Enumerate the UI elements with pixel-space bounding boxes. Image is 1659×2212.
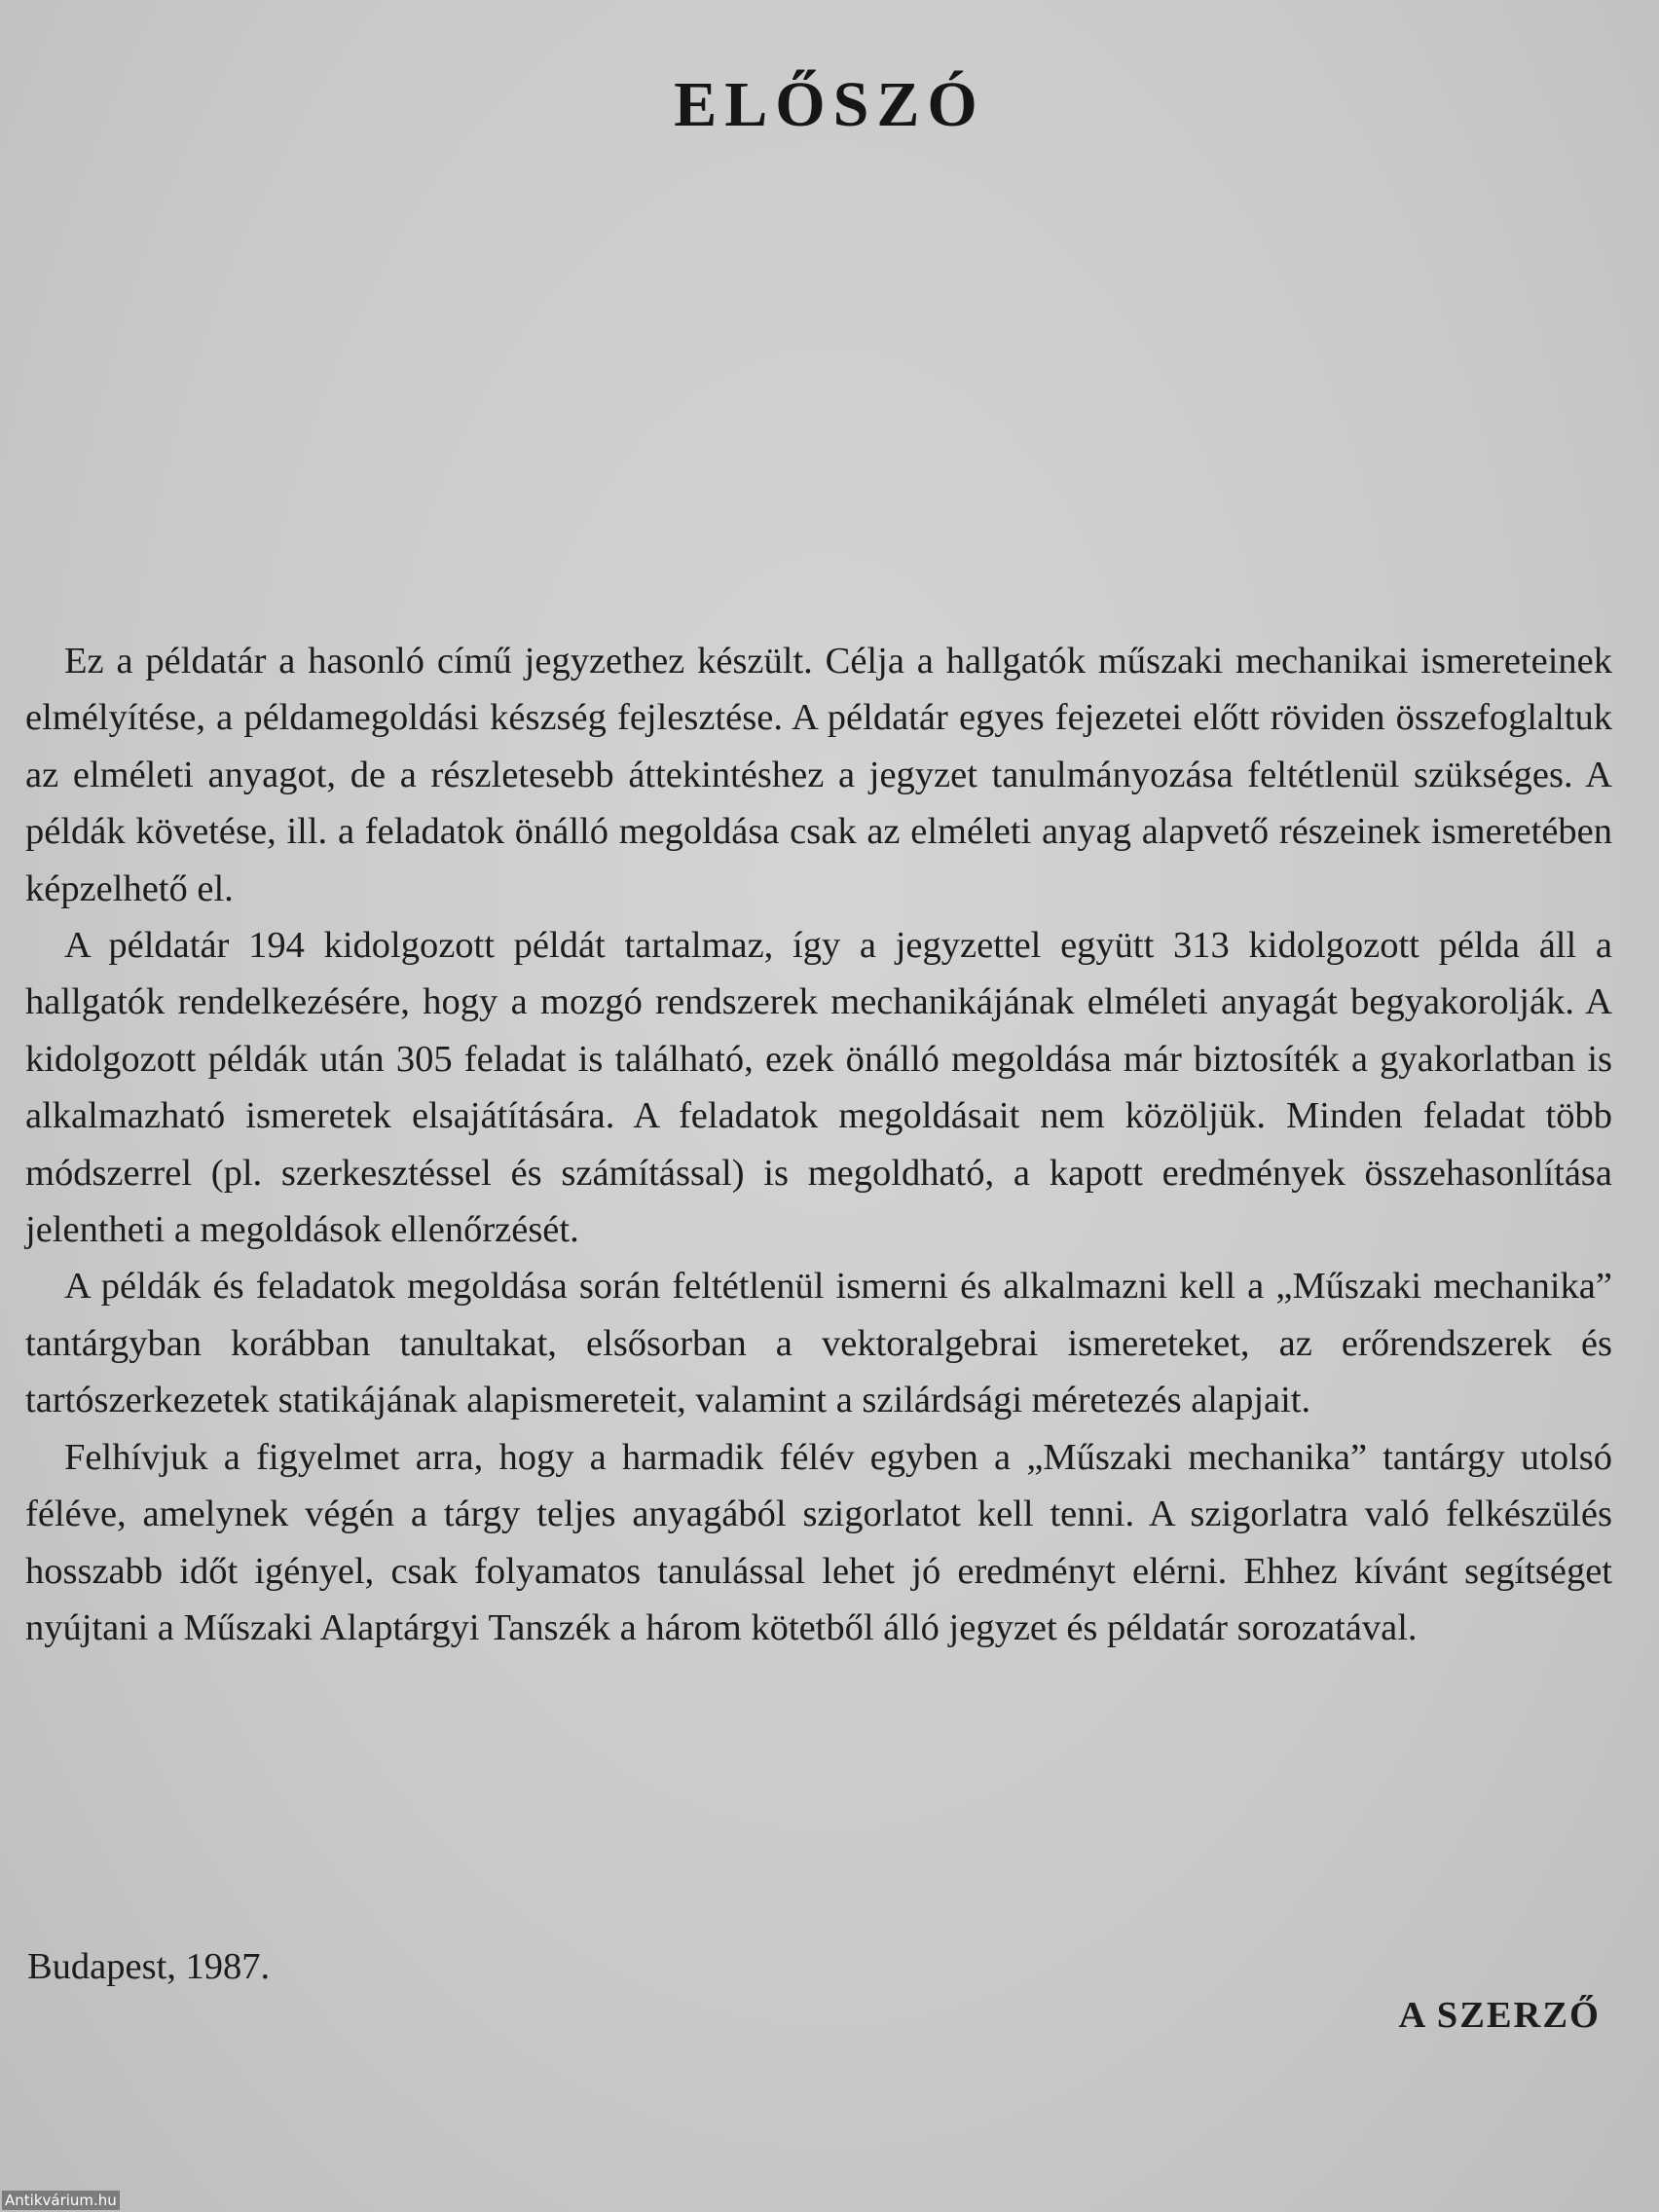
paragraph-2: A példatár 194 kidolgozott példát tartalmaz, így a jegyzettel együtt 313 kidolgozott példa áll a hallgatók rendelkezésére, hogy a mozgó rendszerek mechanikájának elméleti anyagát begyakorolják. A kidolgozott példák után 305 feladat is található, ezek önálló megoldása már biztosíték a gyakorlatban is alkalmazható ismeretek elsajátítására. A feladatok megoldásait nem közöljük. Minden feladat több módszerrel (pl. szerkesztéssel és számítással) is megoldható, a kapott eredmények összehasonlítása jelentheti a megoldások ellenőrzését. [25, 925, 1612, 1251]
watermark: Antikvárium.hu [2, 2191, 120, 2210]
page-title: ELŐSZÓ [674, 69, 985, 140]
preface-body [25, 633, 1612, 1656]
paragraph-3: A példák és feladatok megoldása során feltétlenül ismerni és alkalmazni kell a „Műszaki mechanika” tantárgyban korábban tanultakat, elsősorban a vektoralgebrai ismereteket, az erőrendszerek és tartószerkezetek statikájának alapismereteit, valamint a szilárdsági méretezés alapjait. [25, 1266, 1612, 1421]
author-signature: A SZERZŐ [1398, 1995, 1601, 2036]
paragraph-4: Felhívjuk a figyelmet arra, hogy a harmadik félév egyben a „Műszaki mechanika” tantárgy utolsó féléve, amelynek végén a tárgy teljes anyagából szigorlatot kell tenni. A szigorlatra való felkészülés hosszabb időt igényel, csak folyamatos tanulással lehet jó eredményt elérni. Ehhez kívánt segítséget nyújtani a Műszaki Alaptárgyi Tanszék a három kötetből álló jegyzet és példatár sorozatával. [25, 1436, 1612, 1648]
place-and-date: Budapest, 1987. [27, 1946, 271, 1987]
paragraph-1: Ez a példatár a hasonló című jegyzethez készült. Célja a hallgatók műszaki mechanikai ismereteinek elmélyítése, a példamegoldási készség fejlesztése. A példatár egyes fejezetei előtt röviden összefoglaltuk az elméleti anyagot, de a részletesebb áttekintéshez a jegyzet tanulmányozása feltétlenül szükséges. A példák követése, ill. a feladatok önálló megoldása csak az elméleti anyag alapvető részeinek ismeretében képzelhető el. [25, 641, 1612, 909]
